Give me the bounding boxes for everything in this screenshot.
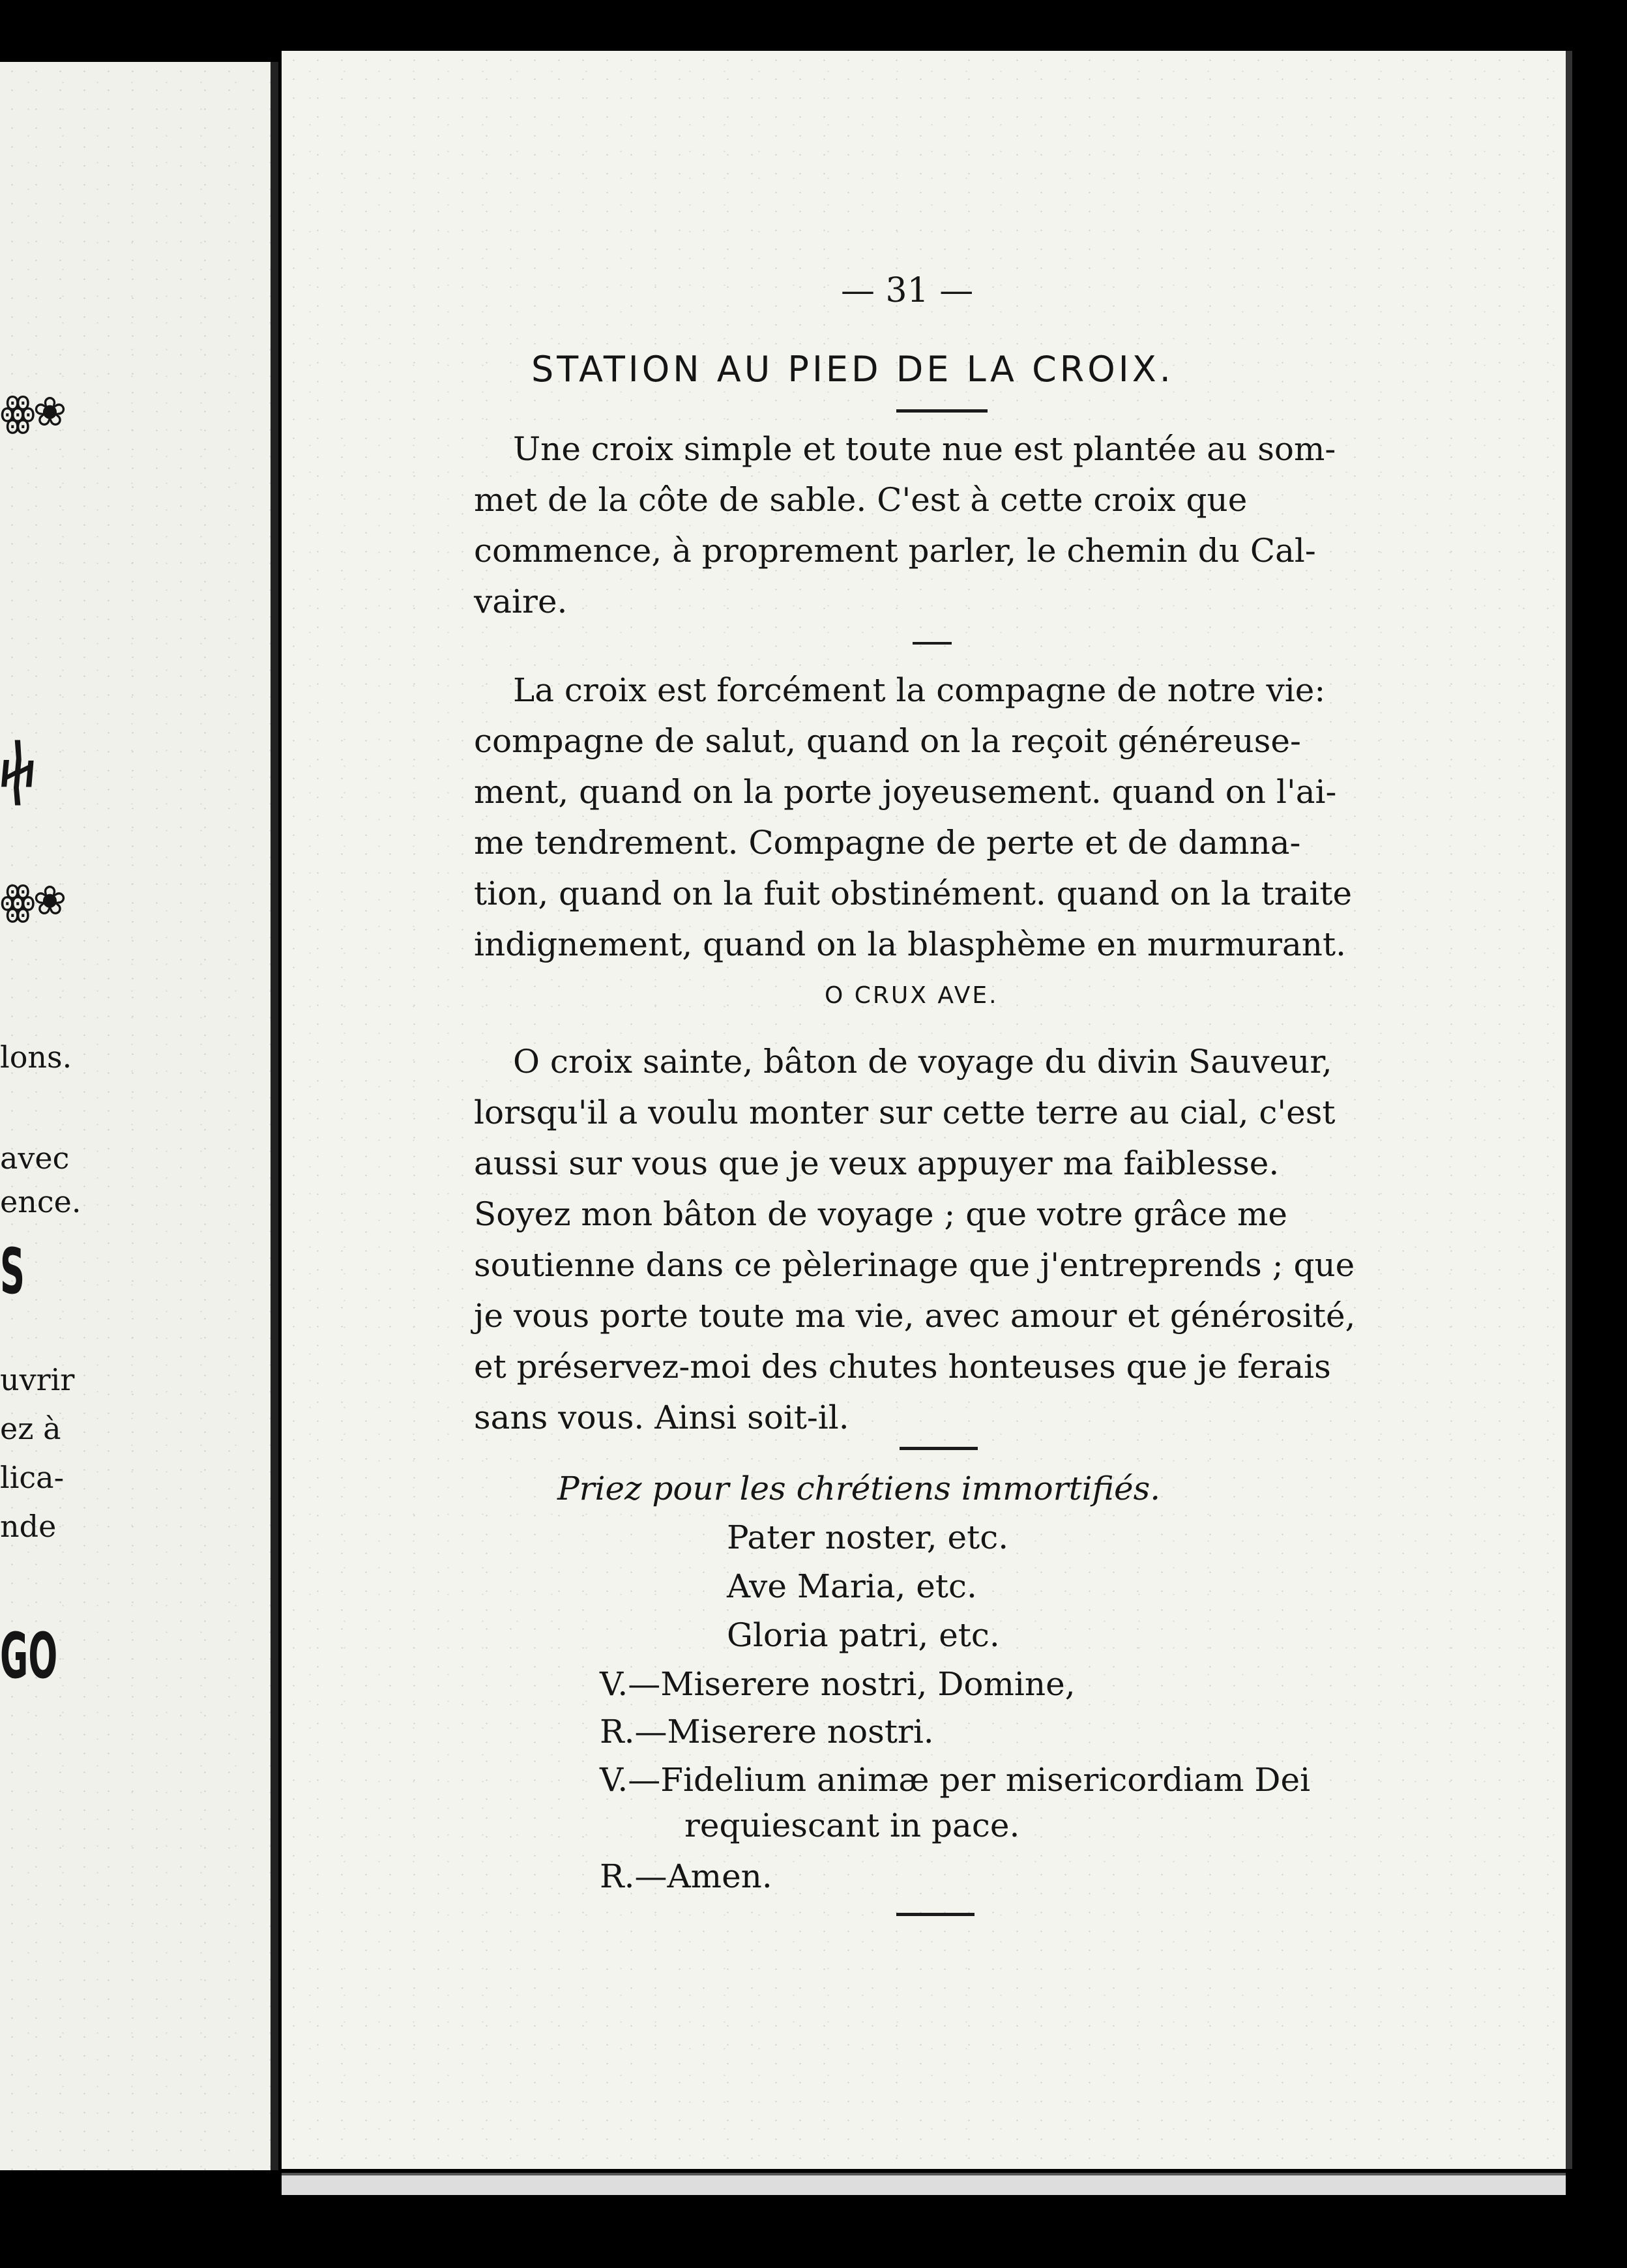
paragraph-line: et préservez-moi des chutes honteuses que je ferais [474,1348,1331,1386]
versicle [600,1857,772,1895]
title-rule [896,409,988,413]
paragraph-line: Soyez mon bâton de voyage ; que votre grâce me [474,1195,1287,1233]
page-number: — 31 — [841,271,974,310]
paragraph-line: compagne de salut, quand on la reçoit généreuse- [474,722,1301,760]
text-fragment: avec [0,1141,70,1176]
paragraph-line: tion, quand on la fuit obstinément. quand on la traite [474,875,1353,912]
prayer-line: Gloria patri, etc. [727,1616,1000,1654]
paragraph-line: La croix est forcément la compagne de notre vie: [513,671,1326,709]
paragraph-line: soutienne dans ce pèlerinage que j'entreprends ; que [474,1246,1355,1284]
versicle [600,1713,934,1751]
text-fragment: lica- [0,1460,65,1495]
page-bottom-edge [282,2173,1566,2195]
versicle-mark: R.— [600,1857,667,1895]
letter-fragment: ⴕ [0,733,36,806]
paragraph-1 [474,424,1393,627]
versicle-text: requiescant in pace. [684,1807,1020,1844]
prayer-line: Ave Maria, etc. [727,1567,977,1605]
section-dash [913,642,952,645]
versicle-text: Miserere nostri, Domine, [660,1665,1076,1703]
versicle [684,1807,1019,1844]
prayer-line: Pater noster, etc. [727,1519,1009,1556]
ornament-fragment: ꙮ❀ [0,388,65,435]
versicle-mark: V.— [600,1665,661,1703]
versicle-text: Amen. [667,1857,772,1895]
versicle [600,1761,1310,1799]
text-fragment: ence. [0,1184,81,1219]
paragraph-3 [474,1036,1393,1443]
versicle-text: Miserere nostri. [667,1713,934,1751]
letter-fragment: S [0,1235,25,1308]
paragraph-2 [474,665,1393,970]
section-rule [900,1447,978,1450]
paragraph-line: je vous porte toute ma vie, avec amour et générosité, [474,1297,1356,1335]
paragraph-line: ment, quand on la porte joyeusement. quand on l'ai- [474,773,1337,811]
text-fragment: ez à [0,1411,61,1446]
ornament-fragment: ꙮ❀ [0,877,65,924]
paper-texture [0,62,271,2170]
text-fragment: lons. [0,1040,72,1075]
text-fragment: uvrir [0,1362,75,1397]
text-fragment: nde [0,1509,57,1544]
paragraph-line: vaire. [474,583,568,620]
paragraph-line: commence, à proprement parler, le chemin du Cal- [474,532,1316,570]
subheading: O CRUX AVE. [825,982,999,1009]
page-title: STATION AU PIED DE LA CROIX. [531,349,1174,390]
left-page [0,62,278,2170]
closing-rule [896,1913,975,1916]
versicle [600,1665,1076,1703]
letter-fragment: GO [0,1620,58,1693]
paragraph-line: aussi sur vous que je veux appuyer ma faiblesse. [474,1144,1280,1182]
paragraph-line: lorsqu'il a voulu monter sur cette terre au cial, c'est [474,1094,1336,1131]
paragraph-line: sans vous. Ainsi soit-il. [474,1399,849,1436]
versicle-mark: V.— [600,1761,661,1799]
prayer-intro: Priez pour les chrétiens immortifiés. [557,1470,1161,1507]
paragraph-line: indignement, quand on la blasphème en murmurant. [474,925,1346,963]
paragraph-line: O croix sainte, bâton de voyage du divin Sauveur, [513,1043,1332,1081]
paragraph-line: met de la côte de sable. C'est à cette croix que [474,481,1248,519]
paragraph-line: me tendrement. Compagne de perte et de damna- [474,824,1301,862]
paragraph-line: Une croix simple et toute nue est plantée au som- [513,430,1336,468]
versicle-mark: R.— [600,1713,667,1751]
versicle-text: Fidelium animæ per misericordiam Dei [660,1761,1311,1799]
